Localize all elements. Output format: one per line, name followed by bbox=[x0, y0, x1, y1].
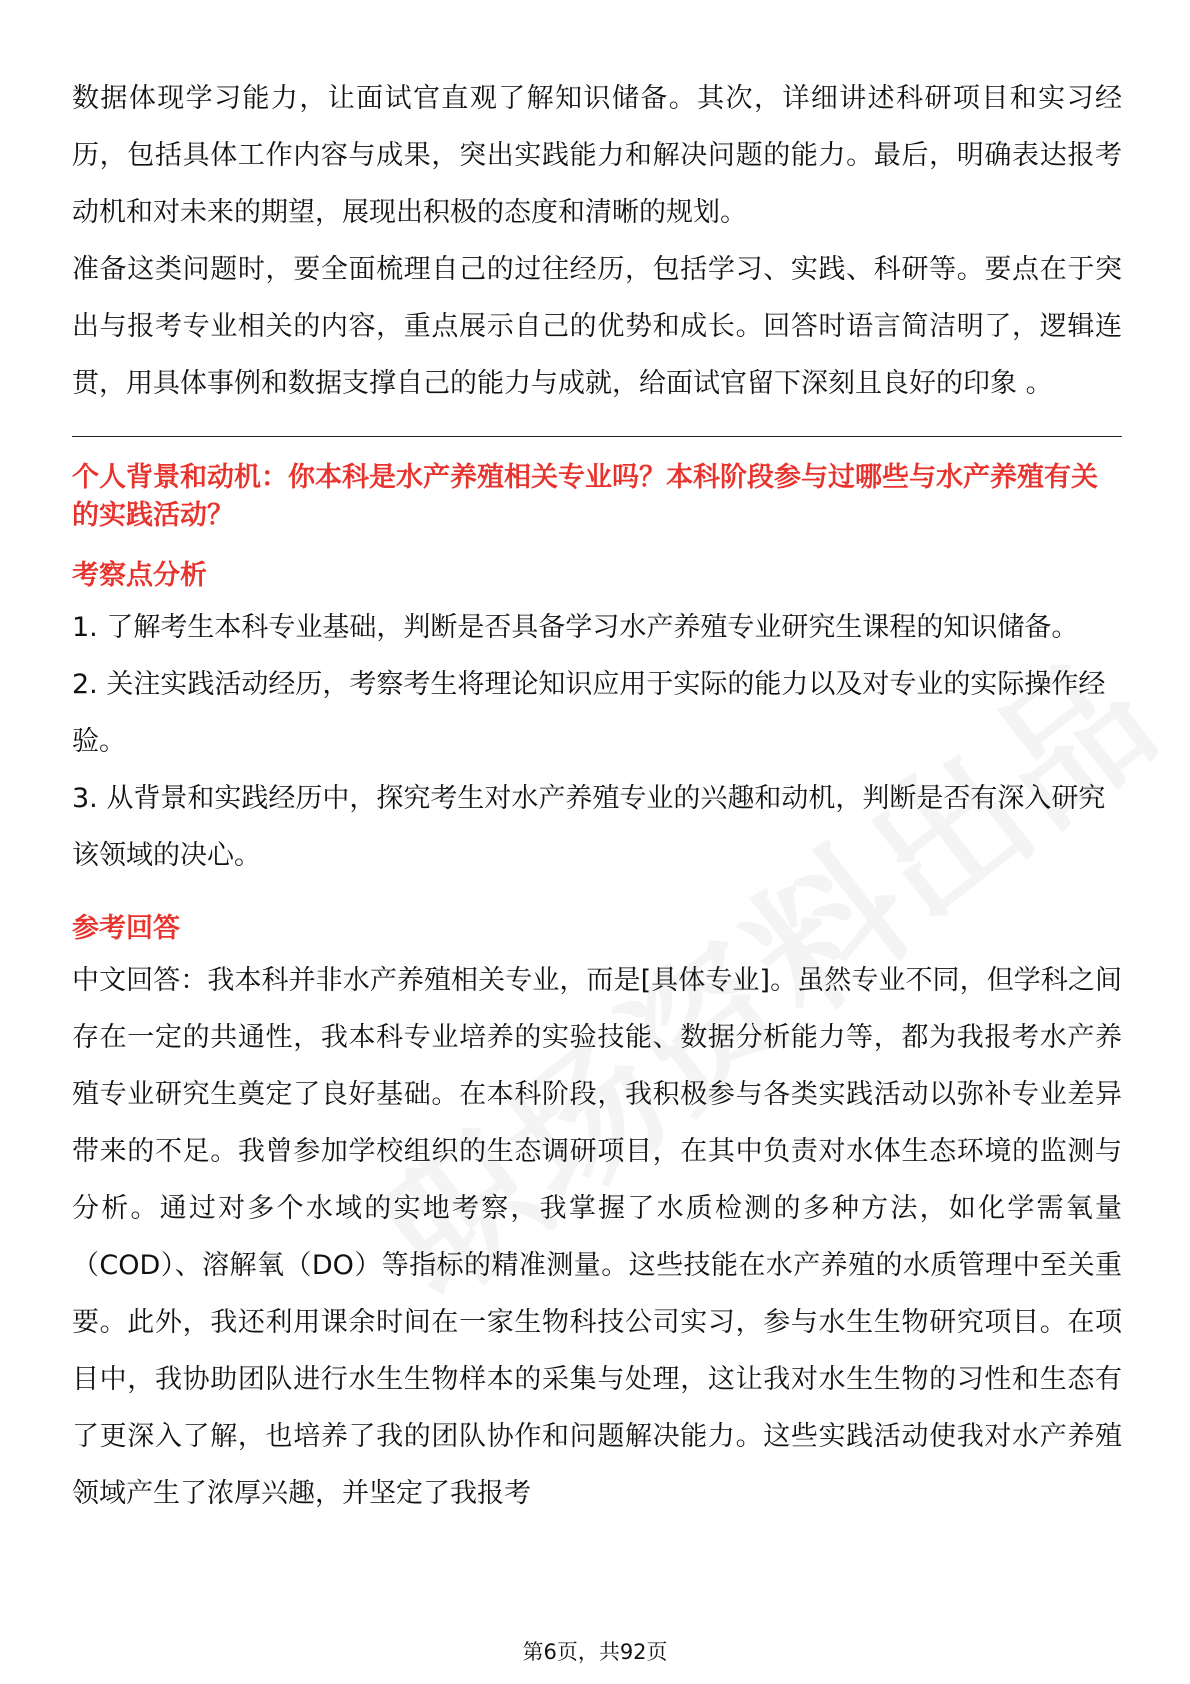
intro-paragraph-1: 数据体现学习能力，让面试官直观了解知识储备。其次，详细讲述科研项目和实习经历，包括具体工作内容与成果，突出实践能力和解决问题的能力。最后，明确表达报考动机和对未来的期望，展现出积极的态度和清晰的规划。 bbox=[72, 83, 1122, 228]
analysis-item-2: 2. 关注实践活动经历，考察考生将理论知识应用于实际的能力以及对专业的实际操作经验。 bbox=[72, 669, 1106, 757]
page-footer: 第6页，共92页 bbox=[522, 1640, 668, 1664]
document-page bbox=[72, 70, 1122, 1522]
section-divider bbox=[72, 436, 1122, 437]
answer-heading: 参考回答 bbox=[72, 913, 180, 944]
analysis-heading: 考察点分析 bbox=[72, 560, 207, 591]
interview-question: 个人背景和动机：你本科是水产养殖相关专业吗？本科阶段参与过哪些与水产养殖有关的实践活动？ bbox=[72, 462, 1098, 531]
analysis-item-1: 1. 了解考生本科专业基础，判断是否具备学习水产养殖专业研究生课程的知识储备。 bbox=[72, 612, 1079, 643]
answer-text: 中文回答：我本科并非水产养殖相关专业，而是[具体专业]。虽然专业不同，但学科之间存在一定的共通性，我本科专业培养的实验技能、数据分析能力等，都为我报考水产养殖专业研究生奠定了良好基础。在本科阶段，我积极参与各类实践活动以弥补专业差异带来的不足。我曾参加学校组织的生态调研项目，在其中负责对水体生态环境的监测与分析。通过对多个水域的实地考察，我掌握了水质检测的多种方法，如化学需氧量（COD）、溶解氧（DO）等指标的精准测量。这些技能在水产养殖的水质管理中至关重要。此外，我还利用课余时间在一家生物科技公司实习，参与水生生物研究项目。在项目中，我协助团队进行水生生物样本的采集与处理，这让我对水生生物的习性和生态有了更深入了解，也培养了我的团队协作和问题解决能力。这些实践活动使我对水产养殖领域产生了浓厚兴趣，并坚定了我报考 bbox=[72, 965, 1122, 1509]
analysis-item-3: 3. 从背景和实践经历中，探究考生对水产养殖专业的兴趣和动机，判断是否有深入研究该领域的决心。 bbox=[72, 783, 1106, 871]
intro-paragraph-2: 准备这类问题时，要全面梳理自己的过往经历，包括学习、实践、科研等。要点在于突出与报考专业相关的内容，重点展示自己的优势和成长。回答时语言简洁明了，逻辑连贯，用具体事例和数据支撑自己的能力与成就，给面试官留下深刻且良好的印象 。 bbox=[72, 254, 1122, 399]
